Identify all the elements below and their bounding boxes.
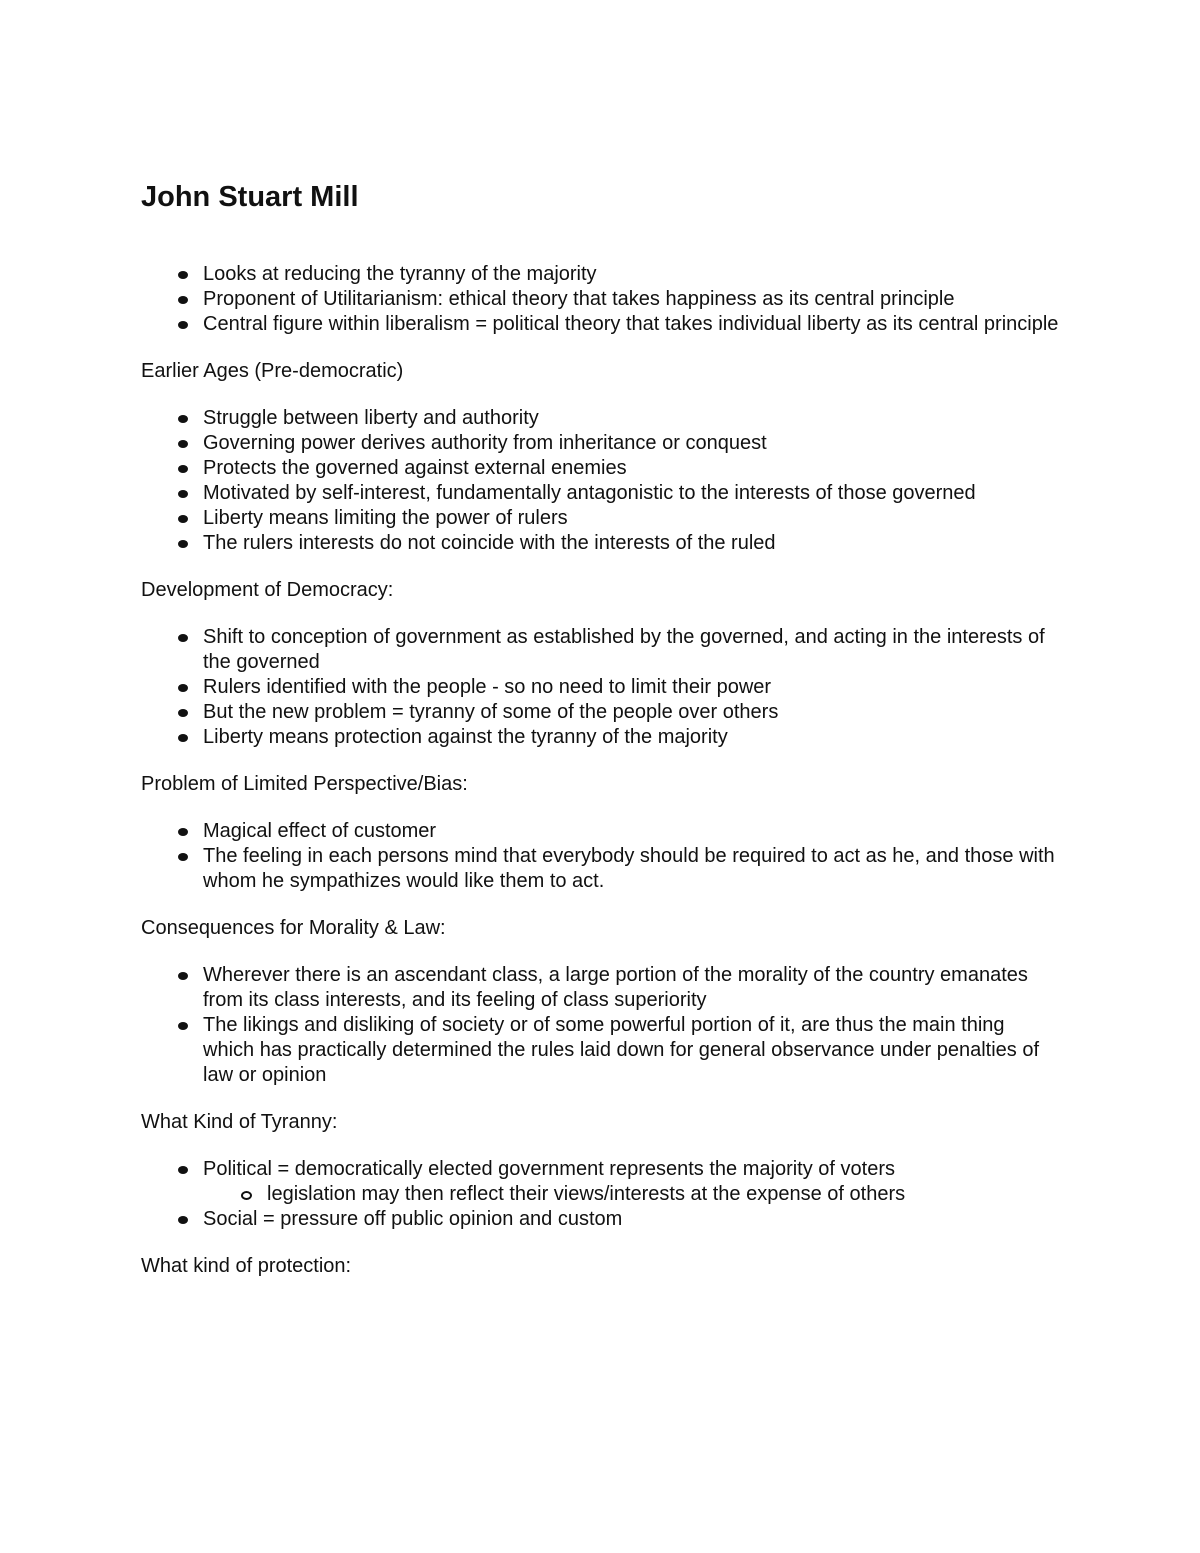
list-item-text: The rulers interests do not coincide with the interests of the ruled [203, 532, 776, 554]
list-item [141, 287, 1061, 312]
list-item-text: But the new problem = tyranny of some of the people over others [203, 701, 779, 723]
bullet-icon [178, 515, 188, 523]
list-item-text: The likings and disliking of society or of some powerful portion of it, are thus the main thing which has practically determined the rules laid down for general observance under penalties of law or opinion [203, 1014, 1040, 1086]
list-item-text: Liberty means protection against the tyranny of the majority [203, 726, 728, 748]
bullet-icon [178, 321, 188, 329]
list-item-text: Shift to conception of government as established by the governed, and acting in the interests of the governed [203, 626, 1045, 673]
list-item [141, 312, 1061, 337]
list-item [141, 406, 1061, 431]
list-item-text: The feeling in each persons mind that everybody should be required to act as he, and those with whom he sympathizes would like them to act. [203, 845, 1055, 892]
bullet-icon [178, 828, 188, 836]
sub-list-item [203, 1182, 1061, 1207]
list-item [141, 506, 1061, 531]
bullet-icon [178, 1216, 188, 1224]
section-heading-earlier-ages: Earlier Ages (Pre-democratic) [141, 360, 404, 382]
sub-list [203, 1182, 1061, 1207]
list-item [141, 700, 1061, 725]
list-item [141, 725, 1061, 750]
sub-list-item-text: legislation may then reflect their views/interests at the expense of others [267, 1183, 906, 1205]
bullet-icon [178, 734, 188, 742]
list-item [141, 1157, 1061, 1207]
list-item [141, 481, 1061, 506]
list-item [141, 431, 1061, 456]
tyranny-list [141, 1157, 1061, 1232]
list-item-text: Rulers identified with the people - so no need to limit their power [203, 676, 772, 698]
list-item [141, 456, 1061, 481]
document-page [141, 178, 1061, 1301]
list-item-text: Social = pressure off public opinion and custom [203, 1208, 623, 1230]
bullet-icon [178, 634, 188, 642]
section-heading-development-of-democracy: Development of Democracy: [141, 579, 394, 601]
bullet-icon [178, 271, 188, 279]
list-item-text: Motivated by self-interest, fundamentally antagonistic to the interests of those governed [203, 482, 976, 504]
bullet-icon [178, 709, 188, 717]
list-item-text: Struggle between liberty and authority [203, 407, 539, 429]
list-item-text: Liberty means limiting the power of rulers [203, 507, 568, 529]
section-heading-kind-of-tyranny: What Kind of Tyranny: [141, 1111, 338, 1133]
list-item [141, 625, 1061, 675]
list-item [141, 844, 1061, 894]
list-item [141, 675, 1061, 700]
list-item [141, 963, 1061, 1013]
hollow-bullet-icon [241, 1191, 252, 1200]
bullet-icon [178, 490, 188, 498]
bullet-icon [178, 853, 188, 861]
bullet-icon [178, 540, 188, 548]
bullet-icon [178, 296, 188, 304]
list-item [141, 262, 1061, 287]
list-item-text: Central figure within liberalism = political theory that takes individual liberty as its central principle [203, 313, 1059, 335]
section-heading-limited-perspective: Problem of Limited Perspective/Bias: [141, 773, 468, 795]
list-item [141, 819, 1061, 844]
list-item-text: Governing power derives authority from inheritance or conquest [203, 432, 767, 454]
list-item-text: Political = democratically elected government represents the majority of voters [203, 1158, 895, 1180]
list-item-text: Wherever there is an ascendant class, a large portion of the morality of the country emanates from its class interests, and its feeling of class superiority [203, 964, 1028, 1011]
bullet-icon [178, 972, 188, 980]
bullet-icon [178, 1022, 188, 1030]
list-item [141, 1207, 1061, 1232]
democracy-list [141, 625, 1061, 750]
earlier-ages-list [141, 406, 1061, 556]
list-item-text: Magical effect of customer [203, 820, 437, 842]
limited-perspective-list [141, 819, 1061, 894]
bullet-icon [178, 440, 188, 448]
list-item [141, 531, 1061, 556]
list-item-text: Looks at reducing the tyranny of the majority [203, 263, 597, 285]
bullet-icon [178, 465, 188, 473]
bullet-icon [178, 684, 188, 692]
bullet-icon [178, 415, 188, 423]
section-heading-kind-of-protection: What kind of protection: [141, 1255, 352, 1277]
section-heading-morality-and-law: Consequences for Morality & Law: [141, 917, 446, 939]
document-title: John Stuart Mill [141, 181, 359, 213]
intro-list [141, 262, 1061, 337]
list-item-text: Protects the governed against external enemies [203, 457, 627, 479]
morality-law-list [141, 963, 1061, 1088]
list-item [141, 1013, 1061, 1088]
list-item-text: Proponent of Utilitarianism: ethical theory that takes happiness as its central principle [203, 288, 955, 310]
bullet-icon [178, 1166, 188, 1174]
